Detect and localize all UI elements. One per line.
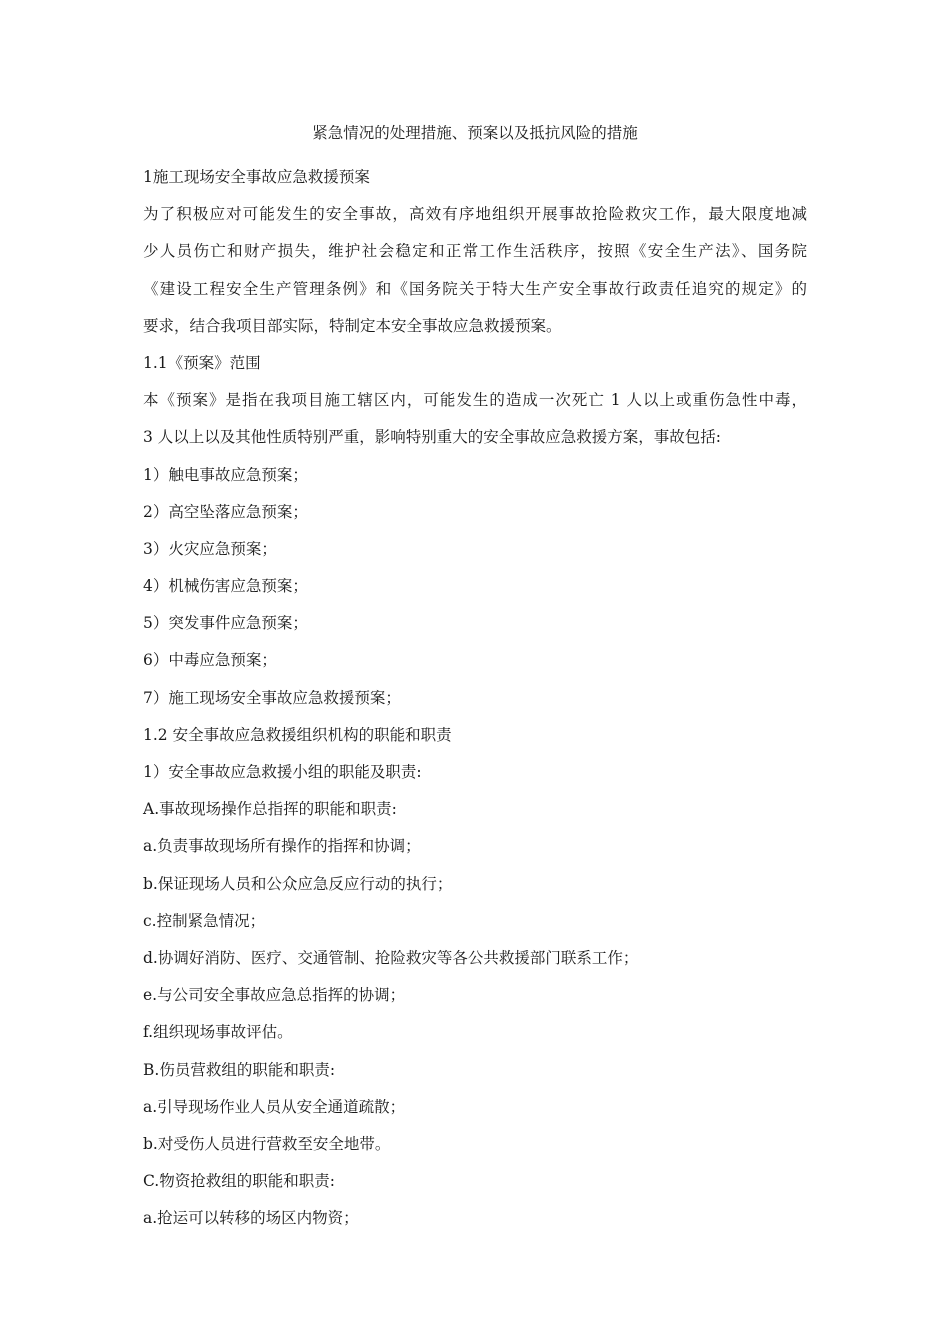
document-title: 紧急情况的处理措施、预案以及抵抗风险的措施	[312, 124, 638, 142]
paragraph-line: 7）施工现场安全事故应急救援预案；	[143, 688, 401, 707]
paragraph-line: 要求，结合我项目部实际，特制定本安全事故应急救援预案。	[143, 316, 562, 335]
paragraph-line: 1施工现场安全事故应急救援预案	[143, 168, 370, 186]
paragraph-line: 1.2 安全事故应急救援组织机构的职能和职责	[143, 725, 452, 744]
paragraph-line: 1.1《预案》范围	[143, 353, 261, 372]
paragraph-line: f.组织现场事故评估。	[143, 1023, 293, 1042]
paragraph-line: 《建设工程安全生产管理条例》和《国务院关于特大生产安全事故行政责任追究的规定》的	[143, 279, 807, 298]
paragraph-line: 为了积极应对可能发生的安全事故，高效有序地组织开展事故抢险救灾工作，最大限度地减	[143, 205, 807, 224]
paragraph-line: 3）火灾应急预案；	[143, 539, 277, 558]
paragraph-line: d.协调好消防、医疗、交通管制、抢险救灾等各公共救援部门联系工作；	[143, 948, 639, 967]
paragraph-line: a.引导现场作业人员从安全通道疏散；	[143, 1097, 406, 1116]
paragraph-line: B.伤员营救组的职能和职责:	[143, 1060, 336, 1079]
paragraph-line: b.对受伤人员进行营救至安全地带。	[143, 1134, 391, 1153]
paragraph-line: 2）高空坠落应急预案；	[143, 502, 308, 521]
paragraph-line: 4）机械伤害应急预案；	[143, 577, 308, 596]
paragraph-line: 6）中毒应急预案；	[143, 651, 277, 670]
paragraph-line: 本《预案》是指在我项目施工辖区内，可能发生的造成一次死亡 1 人以上或重伤急性中毒，	[143, 391, 807, 410]
paragraph-line: c.控制紧急情况；	[143, 911, 266, 930]
paragraph-line: 5）突发事件应急预案；	[143, 614, 308, 633]
paragraph-line: 1）安全事故应急救援小组的职能及职责:	[143, 763, 422, 781]
paragraph-line: 少人员伤亡和财产损失，维护社会稳定和正常工作生活秩序，按照《安全生产法》、国务院	[143, 242, 807, 261]
paragraph-line: b.保证现场人员和公众应急反应行动的执行；	[143, 874, 453, 893]
paragraph-line: e.与公司安全事故应急总指挥的协调；	[143, 986, 406, 1005]
paragraph-line: 1）触电事故应急预案；	[143, 465, 308, 484]
paragraph-line: a.抢运可以转移的场区内物资；	[143, 1209, 359, 1228]
paragraph-line: A.事故现场操作总指挥的职能和职责:	[143, 800, 397, 819]
paragraph-line: a.负责事故现场所有操作的指挥和协调；	[143, 837, 421, 856]
document-body	[143, 159, 813, 1237]
paragraph-line: 3 人以上以及其他性质特别严重，影响特别重大的安全事故应急救援方案，事故包括:	[143, 428, 722, 447]
paragraph-line: C.物资抢救组的职能和职责:	[143, 1172, 335, 1191]
